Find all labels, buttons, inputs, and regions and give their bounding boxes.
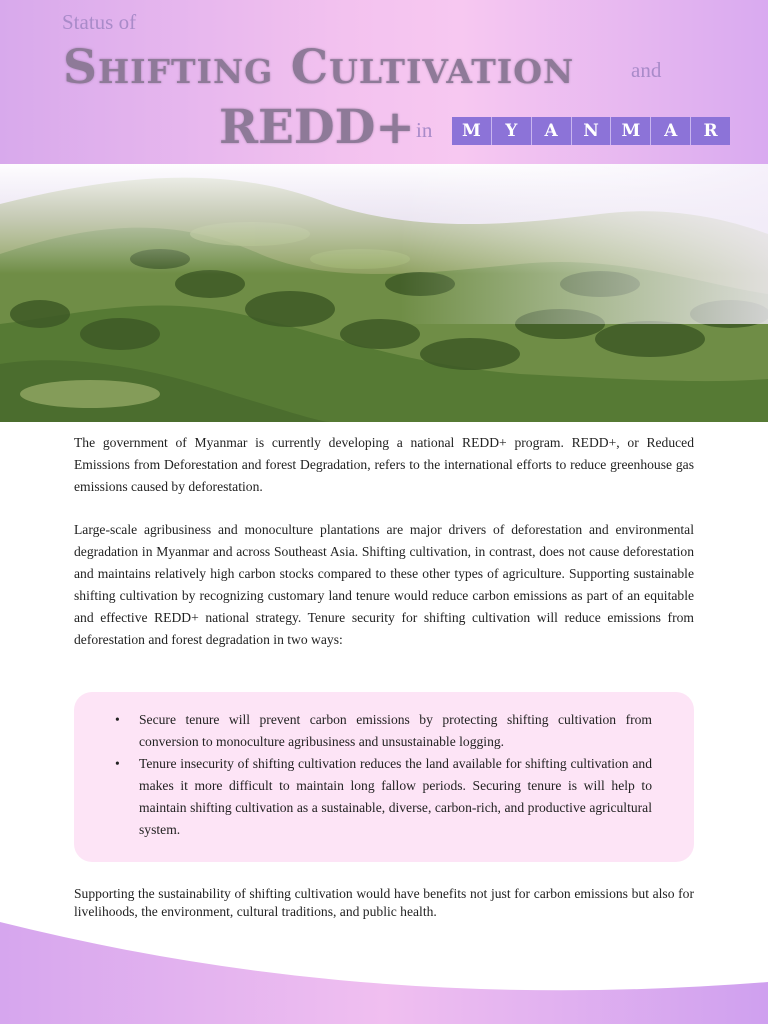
footer-wave-decoration xyxy=(0,900,768,1024)
title-redd: REDD+ xyxy=(219,100,415,155)
key-points-box xyxy=(74,692,694,862)
list-item: • Tenure insecurity of shifting cultivation reduces the land available for shifting cultivation and makes it more difficult to maintain long fallow periods. Securing tenure is will help to maintain shifting cultivation as a sustainable, diverse, carbon-rich, and productive agricultural system. xyxy=(139,753,652,841)
title-in: in xyxy=(416,118,433,142)
country-letter: N xyxy=(571,117,611,145)
landscape-image xyxy=(0,164,768,422)
title-and: and xyxy=(631,58,662,82)
landscape-photo xyxy=(0,164,768,422)
conclusion-paragraph: Supporting the sustainability of shifting cultivation would have benefits not just for carbon emissions but also for livelihoods, the environment, cultural traditions, and public health. xyxy=(74,886,694,919)
subtitle-status-of: Status of xyxy=(62,10,137,34)
title-banner xyxy=(0,0,768,164)
country-letter: M xyxy=(452,117,491,145)
country-name-box xyxy=(452,117,730,145)
country-letter: A xyxy=(650,117,690,145)
drivers-paragraph: Large-scale agribusiness and monoculture plantations are major drivers of deforestation and environmental degradation in Myanmar and across Southeast Asia. Shifting cultivation, in contrast, does not cause deforestation and maintains relatively high carbon stocks compared to these other types of agriculture. Supporting sustainable shifting cultivation by recognizing customary land tenure would reduce carbon emissions as part of an equitable and effective REDD+ national strategy. Tenure security for shifting cultivation will reduce emissions from deforestation and forest degradation in two ways: xyxy=(74,522,694,647)
country-letter: A xyxy=(531,117,571,145)
country-letter: R xyxy=(690,117,730,145)
key-points-list xyxy=(139,709,652,841)
intro-paragraph: The government of Myanmar is currently developing a national REDD+ program. REDD+, or Reduced Emissions from Deforestation and forest Degradation, refers to the international efforts to reduce greenhouse gas emissions caused by deforestation. xyxy=(74,435,694,494)
title-shifting-cultivation: Shifting Cultivation xyxy=(63,40,575,95)
country-letter: M xyxy=(610,117,650,145)
list-item: • Secure tenure will prevent carbon emissions by protecting shifting cultivation from conversion to monoculture agribusiness and unsustainable logging. xyxy=(139,709,652,753)
country-letter: Y xyxy=(491,117,531,145)
